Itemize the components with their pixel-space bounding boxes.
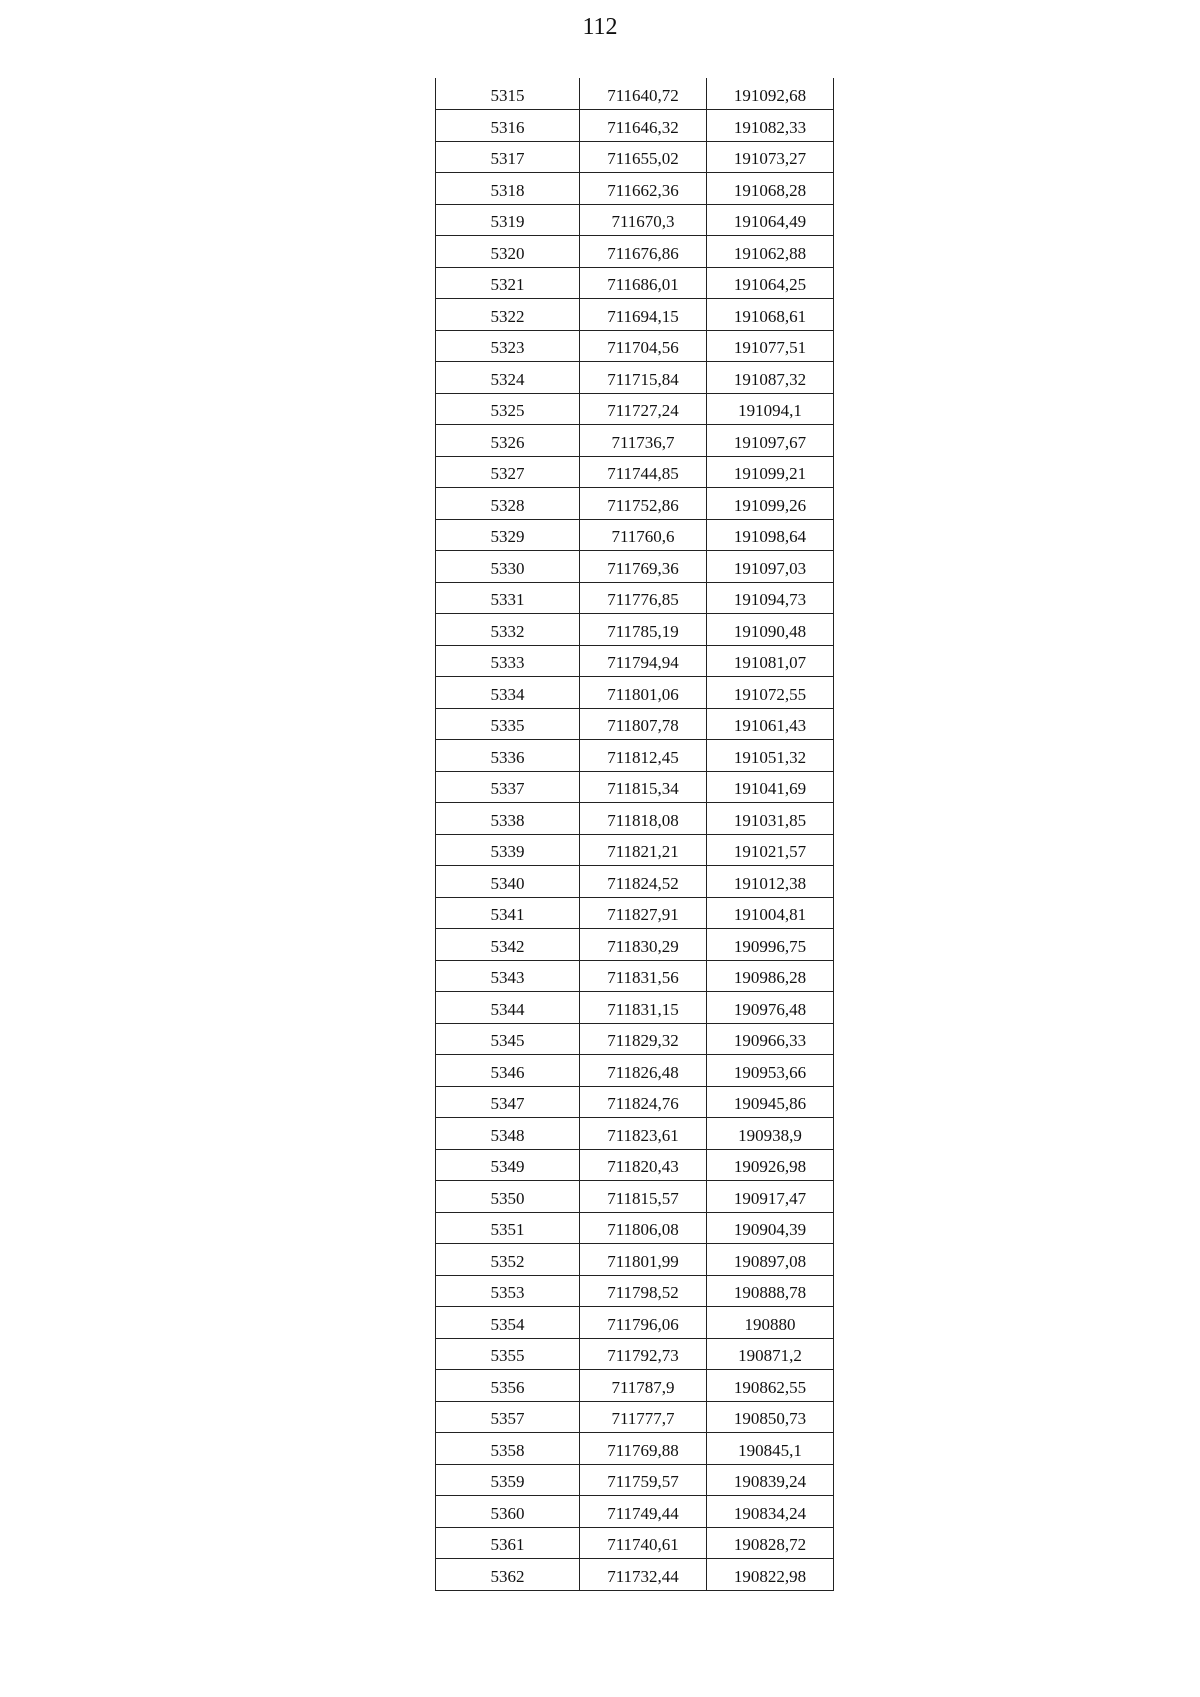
- table-row: [436, 740, 834, 772]
- table-row: [436, 1275, 834, 1307]
- point-number-cell: 5315: [436, 78, 580, 110]
- table-row: [436, 929, 834, 961]
- point-number-cell: 5340: [436, 866, 580, 898]
- point-number-cell: 5324: [436, 362, 580, 394]
- point-number-cell: 5321: [436, 267, 580, 299]
- y-coordinate-cell: 190822,98: [707, 1559, 834, 1591]
- x-coordinate-cell: 711704,56: [580, 330, 707, 362]
- table-row: [436, 330, 834, 362]
- table-row: [436, 141, 834, 173]
- x-coordinate-cell: 711829,32: [580, 1023, 707, 1055]
- y-coordinate-cell: 190986,28: [707, 960, 834, 992]
- x-coordinate-cell: 711787,9: [580, 1370, 707, 1402]
- table-row: [436, 173, 834, 205]
- table-row: [436, 1181, 834, 1213]
- table-row: [436, 267, 834, 299]
- point-number-cell: 5349: [436, 1149, 580, 1181]
- point-number-cell: 5323: [436, 330, 580, 362]
- table-row: [436, 1086, 834, 1118]
- x-coordinate-cell: 711794,94: [580, 645, 707, 677]
- y-coordinate-cell: 190880: [707, 1307, 834, 1339]
- y-coordinate-cell: 190976,48: [707, 992, 834, 1024]
- point-number-cell: 5341: [436, 897, 580, 929]
- x-coordinate-cell: 711818,08: [580, 803, 707, 835]
- y-coordinate-cell: 190917,47: [707, 1181, 834, 1213]
- coordinates-table: [435, 78, 834, 1591]
- y-coordinate-cell: 191064,49: [707, 204, 834, 236]
- x-coordinate-cell: 711807,78: [580, 708, 707, 740]
- y-coordinate-cell: 191092,68: [707, 78, 834, 110]
- point-number-cell: 5351: [436, 1212, 580, 1244]
- point-number-cell: 5334: [436, 677, 580, 709]
- point-number-cell: 5326: [436, 425, 580, 457]
- x-coordinate-cell: 711769,36: [580, 551, 707, 583]
- coordinates-table-body: [436, 78, 834, 1590]
- table-row: [436, 1370, 834, 1402]
- x-coordinate-cell: 711686,01: [580, 267, 707, 299]
- y-coordinate-cell: 191021,57: [707, 834, 834, 866]
- x-coordinate-cell: 711776,85: [580, 582, 707, 614]
- x-coordinate-cell: 711749,44: [580, 1496, 707, 1528]
- table-row: [436, 1212, 834, 1244]
- table-row: [436, 236, 834, 268]
- table-row: [436, 897, 834, 929]
- point-number-cell: 5343: [436, 960, 580, 992]
- table-row: [436, 677, 834, 709]
- x-coordinate-cell: 711806,08: [580, 1212, 707, 1244]
- point-number-cell: 5330: [436, 551, 580, 583]
- table-row: [436, 960, 834, 992]
- x-coordinate-cell: 711823,61: [580, 1118, 707, 1150]
- table-row: [436, 456, 834, 488]
- table-row: [436, 519, 834, 551]
- point-number-cell: 5354: [436, 1307, 580, 1339]
- table-row: [436, 582, 834, 614]
- x-coordinate-cell: 711796,06: [580, 1307, 707, 1339]
- x-coordinate-cell: 711820,43: [580, 1149, 707, 1181]
- point-number-cell: 5352: [436, 1244, 580, 1276]
- x-coordinate-cell: 711815,57: [580, 1181, 707, 1213]
- x-coordinate-cell: 711752,86: [580, 488, 707, 520]
- point-number-cell: 5356: [436, 1370, 580, 1402]
- table-row: [436, 1527, 834, 1559]
- y-coordinate-cell: 191072,55: [707, 677, 834, 709]
- x-coordinate-cell: 711760,6: [580, 519, 707, 551]
- point-number-cell: 5361: [436, 1527, 580, 1559]
- y-coordinate-cell: 190862,55: [707, 1370, 834, 1402]
- table-row: [436, 708, 834, 740]
- table-row: [436, 362, 834, 394]
- table-row: [436, 1118, 834, 1150]
- table-row: [436, 488, 834, 520]
- x-coordinate-cell: 711821,21: [580, 834, 707, 866]
- x-coordinate-cell: 711694,15: [580, 299, 707, 331]
- y-coordinate-cell: 191081,07: [707, 645, 834, 677]
- point-number-cell: 5331: [436, 582, 580, 614]
- table-row: [436, 866, 834, 898]
- table-row: [436, 614, 834, 646]
- point-number-cell: 5353: [436, 1275, 580, 1307]
- point-number-cell: 5345: [436, 1023, 580, 1055]
- point-number-cell: 5339: [436, 834, 580, 866]
- table-row: [436, 551, 834, 583]
- x-coordinate-cell: 711830,29: [580, 929, 707, 961]
- y-coordinate-cell: 191094,1: [707, 393, 834, 425]
- point-number-cell: 5319: [436, 204, 580, 236]
- x-coordinate-cell: 711824,52: [580, 866, 707, 898]
- point-number-cell: 5350: [436, 1181, 580, 1213]
- point-number-cell: 5346: [436, 1055, 580, 1087]
- y-coordinate-cell: 190966,33: [707, 1023, 834, 1055]
- x-coordinate-cell: 711640,72: [580, 78, 707, 110]
- table-row: [436, 1244, 834, 1276]
- table-row: [436, 1496, 834, 1528]
- y-coordinate-cell: 191077,51: [707, 330, 834, 362]
- point-number-cell: 5328: [436, 488, 580, 520]
- y-coordinate-cell: 190834,24: [707, 1496, 834, 1528]
- x-coordinate-cell: 711732,44: [580, 1559, 707, 1591]
- y-coordinate-cell: 191073,27: [707, 141, 834, 173]
- table-row: [436, 1023, 834, 1055]
- point-number-cell: 5344: [436, 992, 580, 1024]
- table-row: [436, 1559, 834, 1591]
- x-coordinate-cell: 711812,45: [580, 740, 707, 772]
- y-coordinate-cell: 191097,67: [707, 425, 834, 457]
- point-number-cell: 5360: [436, 1496, 580, 1528]
- point-number-cell: 5317: [436, 141, 580, 173]
- x-coordinate-cell: 711676,86: [580, 236, 707, 268]
- y-coordinate-cell: 190850,73: [707, 1401, 834, 1433]
- x-coordinate-cell: 711655,02: [580, 141, 707, 173]
- table-row: [436, 1464, 834, 1496]
- table-row: [436, 1401, 834, 1433]
- point-number-cell: 5320: [436, 236, 580, 268]
- y-coordinate-cell: 190938,9: [707, 1118, 834, 1150]
- point-number-cell: 5325: [436, 393, 580, 425]
- table-row: [436, 1338, 834, 1370]
- y-coordinate-cell: 191090,48: [707, 614, 834, 646]
- y-coordinate-cell: 191082,33: [707, 110, 834, 142]
- table-row: [436, 1433, 834, 1465]
- x-coordinate-cell: 711827,91: [580, 897, 707, 929]
- x-coordinate-cell: 711740,61: [580, 1527, 707, 1559]
- y-coordinate-cell: 190828,72: [707, 1527, 834, 1559]
- x-coordinate-cell: 711801,06: [580, 677, 707, 709]
- x-coordinate-cell: 711777,7: [580, 1401, 707, 1433]
- table-row: [436, 834, 834, 866]
- point-number-cell: 5337: [436, 771, 580, 803]
- point-number-cell: 5327: [436, 456, 580, 488]
- point-number-cell: 5316: [436, 110, 580, 142]
- table-row: [436, 645, 834, 677]
- y-coordinate-cell: 190845,1: [707, 1433, 834, 1465]
- y-coordinate-cell: 191064,25: [707, 267, 834, 299]
- y-coordinate-cell: 190888,78: [707, 1275, 834, 1307]
- table-row: [436, 78, 834, 110]
- table-row: [436, 110, 834, 142]
- y-coordinate-cell: 191062,88: [707, 236, 834, 268]
- y-coordinate-cell: 190897,08: [707, 1244, 834, 1276]
- y-coordinate-cell: 191098,64: [707, 519, 834, 551]
- table-row: [436, 425, 834, 457]
- x-coordinate-cell: 711815,34: [580, 771, 707, 803]
- y-coordinate-cell: 190926,98: [707, 1149, 834, 1181]
- y-coordinate-cell: 190953,66: [707, 1055, 834, 1087]
- y-coordinate-cell: 190871,2: [707, 1338, 834, 1370]
- point-number-cell: 5359: [436, 1464, 580, 1496]
- y-coordinate-cell: 191012,38: [707, 866, 834, 898]
- table-row: [436, 803, 834, 835]
- x-coordinate-cell: 711831,56: [580, 960, 707, 992]
- table-row: [436, 204, 834, 236]
- point-number-cell: 5358: [436, 1433, 580, 1465]
- x-coordinate-cell: 711715,84: [580, 362, 707, 394]
- table-row: [436, 1307, 834, 1339]
- y-coordinate-cell: 191068,61: [707, 299, 834, 331]
- point-number-cell: 5318: [436, 173, 580, 205]
- x-coordinate-cell: 711736,7: [580, 425, 707, 457]
- point-number-cell: 5348: [436, 1118, 580, 1150]
- point-number-cell: 5333: [436, 645, 580, 677]
- table-row: [436, 1055, 834, 1087]
- y-coordinate-cell: 191068,28: [707, 173, 834, 205]
- x-coordinate-cell: 711662,36: [580, 173, 707, 205]
- point-number-cell: 5362: [436, 1559, 580, 1591]
- point-number-cell: 5342: [436, 929, 580, 961]
- x-coordinate-cell: 711759,57: [580, 1464, 707, 1496]
- table-row: [436, 299, 834, 331]
- y-coordinate-cell: 191061,43: [707, 708, 834, 740]
- x-coordinate-cell: 711670,3: [580, 204, 707, 236]
- x-coordinate-cell: 711744,85: [580, 456, 707, 488]
- y-coordinate-cell: 191099,21: [707, 456, 834, 488]
- point-number-cell: 5355: [436, 1338, 580, 1370]
- x-coordinate-cell: 711646,32: [580, 110, 707, 142]
- table-row: [436, 992, 834, 1024]
- x-coordinate-cell: 711727,24: [580, 393, 707, 425]
- x-coordinate-cell: 711826,48: [580, 1055, 707, 1087]
- x-coordinate-cell: 711824,76: [580, 1086, 707, 1118]
- y-coordinate-cell: 191004,81: [707, 897, 834, 929]
- y-coordinate-cell: 191031,85: [707, 803, 834, 835]
- y-coordinate-cell: 191041,69: [707, 771, 834, 803]
- page-number: 112: [582, 14, 618, 40]
- point-number-cell: 5329: [436, 519, 580, 551]
- x-coordinate-cell: 711798,52: [580, 1275, 707, 1307]
- y-coordinate-cell: 190945,86: [707, 1086, 834, 1118]
- table-row: [436, 771, 834, 803]
- x-coordinate-cell: 711792,73: [580, 1338, 707, 1370]
- y-coordinate-cell: 190996,75: [707, 929, 834, 961]
- point-number-cell: 5357: [436, 1401, 580, 1433]
- point-number-cell: 5336: [436, 740, 580, 772]
- y-coordinate-cell: 191094,73: [707, 582, 834, 614]
- point-number-cell: 5347: [436, 1086, 580, 1118]
- y-coordinate-cell: 191099,26: [707, 488, 834, 520]
- point-number-cell: 5322: [436, 299, 580, 331]
- point-number-cell: 5332: [436, 614, 580, 646]
- y-coordinate-cell: 191051,32: [707, 740, 834, 772]
- point-number-cell: 5335: [436, 708, 580, 740]
- y-coordinate-cell: 191097,03: [707, 551, 834, 583]
- x-coordinate-cell: 711801,99: [580, 1244, 707, 1276]
- y-coordinate-cell: 190904,39: [707, 1212, 834, 1244]
- x-coordinate-cell: 711831,15: [580, 992, 707, 1024]
- y-coordinate-cell: 191087,32: [707, 362, 834, 394]
- x-coordinate-cell: 711769,88: [580, 1433, 707, 1465]
- table-row: [436, 1149, 834, 1181]
- y-coordinate-cell: 190839,24: [707, 1464, 834, 1496]
- x-coordinate-cell: 711785,19: [580, 614, 707, 646]
- point-number-cell: 5338: [436, 803, 580, 835]
- table-row: [436, 393, 834, 425]
